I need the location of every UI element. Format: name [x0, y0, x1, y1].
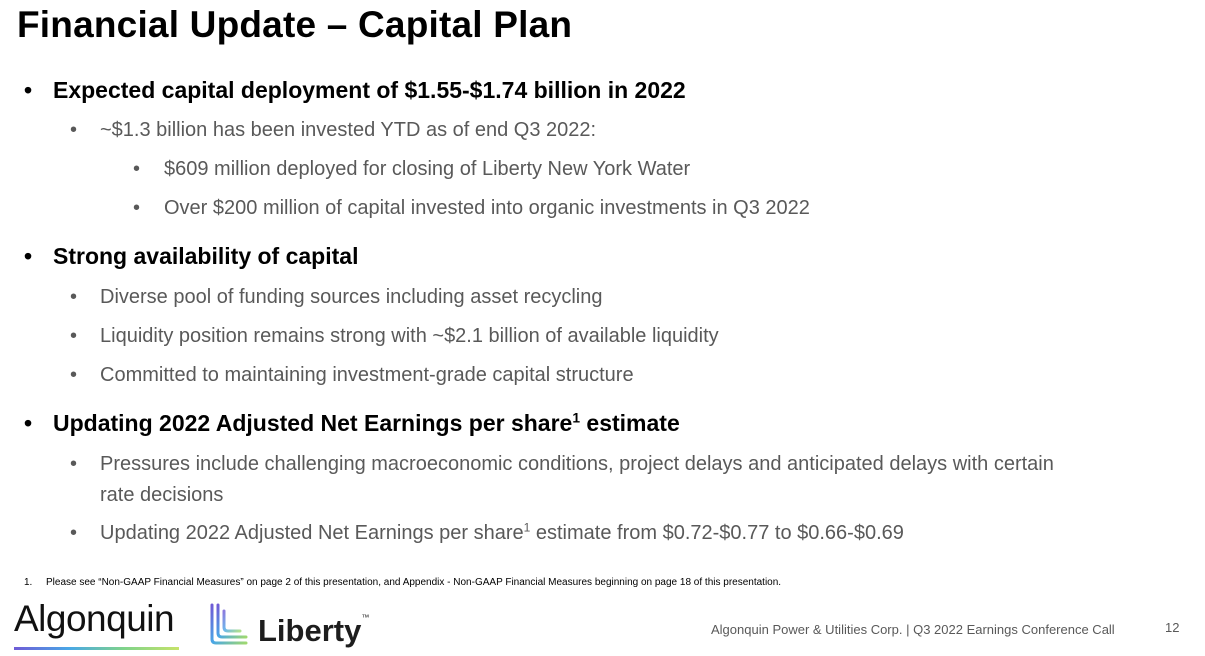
page-number: 12	[1165, 620, 1180, 635]
bullet-text: Diverse pool of funding sources including asset recycling	[100, 286, 603, 308]
bullet-text: Liquidity position remains strong with ~$2.1 billion of available liquidity	[100, 325, 719, 347]
bullet-dot: •	[70, 325, 78, 347]
sub-bullet-funding-sources	[70, 286, 603, 309]
bullet-text-line1: Pressures include challenging macroeconomic conditions, project delays and anticipated delays with certain	[100, 453, 1054, 475]
sub-bullet-eps-update	[70, 520, 904, 545]
footnote-ref: 1	[572, 410, 581, 426]
bullet-dot: •	[70, 119, 78, 141]
bullet-dot: •	[24, 410, 33, 436]
sub-bullet-pressures	[70, 453, 1054, 476]
bullet-text: Over $200 million of capital invested into organic investments in Q3 2022	[164, 197, 810, 219]
bullet-text: Expected capital deployment of $1.55-$1.74 billion in 2022	[53, 77, 686, 103]
bullet-text-after: estimate from $0.72-$0.77 to $0.66-$0.69	[530, 522, 904, 544]
trademark-symbol: ™	[361, 613, 370, 622]
bullet-dot: •	[70, 453, 78, 475]
bullet-dot: •	[133, 197, 141, 219]
sub-bullet-liquidity	[70, 325, 719, 348]
footnote-text: Please see “Non-GAAP Financial Measures” on page 2 of this presentation, and Appendix - Non-GAAP Financial Measures beginning on page 18 of this presentation.	[46, 577, 782, 588]
algonquin-logo-underline	[14, 647, 179, 650]
bullet-capital-availability	[24, 243, 359, 270]
bullet-text: ~$1.3 billion has been invested YTD as of end Q3 2022:	[100, 119, 597, 141]
sub-sub-bullet-liberty-ny-water	[133, 158, 691, 181]
bullet-eps-estimate	[24, 410, 680, 437]
liberty-logo-text: Liberty	[258, 613, 362, 648]
bullet-text-before: Updating 2022 Adjusted Net Earnings per share	[100, 522, 524, 544]
footnote-number: 1.	[24, 577, 33, 588]
liberty-logo-mark-icon	[206, 601, 252, 647]
sub-bullet-ytd-invested	[70, 119, 597, 142]
footnote	[24, 577, 781, 588]
bullet-dot: •	[70, 364, 78, 386]
algonquin-logo: Algonquin	[14, 598, 175, 639]
bullet-text: Strong availability of capital	[53, 243, 359, 269]
bullet-dot: •	[133, 158, 141, 180]
bullet-text-before: Updating 2022 Adjusted Net Earnings per share	[53, 410, 573, 436]
bullet-dot: •	[24, 243, 33, 269]
bullet-capital-deployment	[24, 77, 686, 104]
bullet-text: Committed to maintaining investment-grade capital structure	[100, 364, 634, 386]
sub-sub-bullet-organic-investments	[133, 197, 810, 220]
sub-bullet-investment-grade	[70, 364, 634, 387]
bullet-text: $609 million deployed for closing of Liberty New York Water	[164, 158, 691, 180]
sub-bullet-pressures-continuation	[100, 484, 223, 507]
bullet-dot: •	[70, 286, 78, 308]
footer-caption: Algonquin Power & Utilities Corp. | Q3 2022 Earnings Conference Call	[711, 622, 1115, 637]
bullet-text-after: estimate	[580, 410, 680, 436]
slide-title: Financial Update – Capital Plan	[17, 4, 573, 45]
liberty-logo	[258, 613, 369, 649]
bullet-dot: •	[70, 522, 78, 544]
footnote-ref: 1	[523, 520, 531, 535]
bullet-text-line2: rate decisions	[100, 484, 224, 506]
bullet-dot: •	[24, 77, 33, 103]
